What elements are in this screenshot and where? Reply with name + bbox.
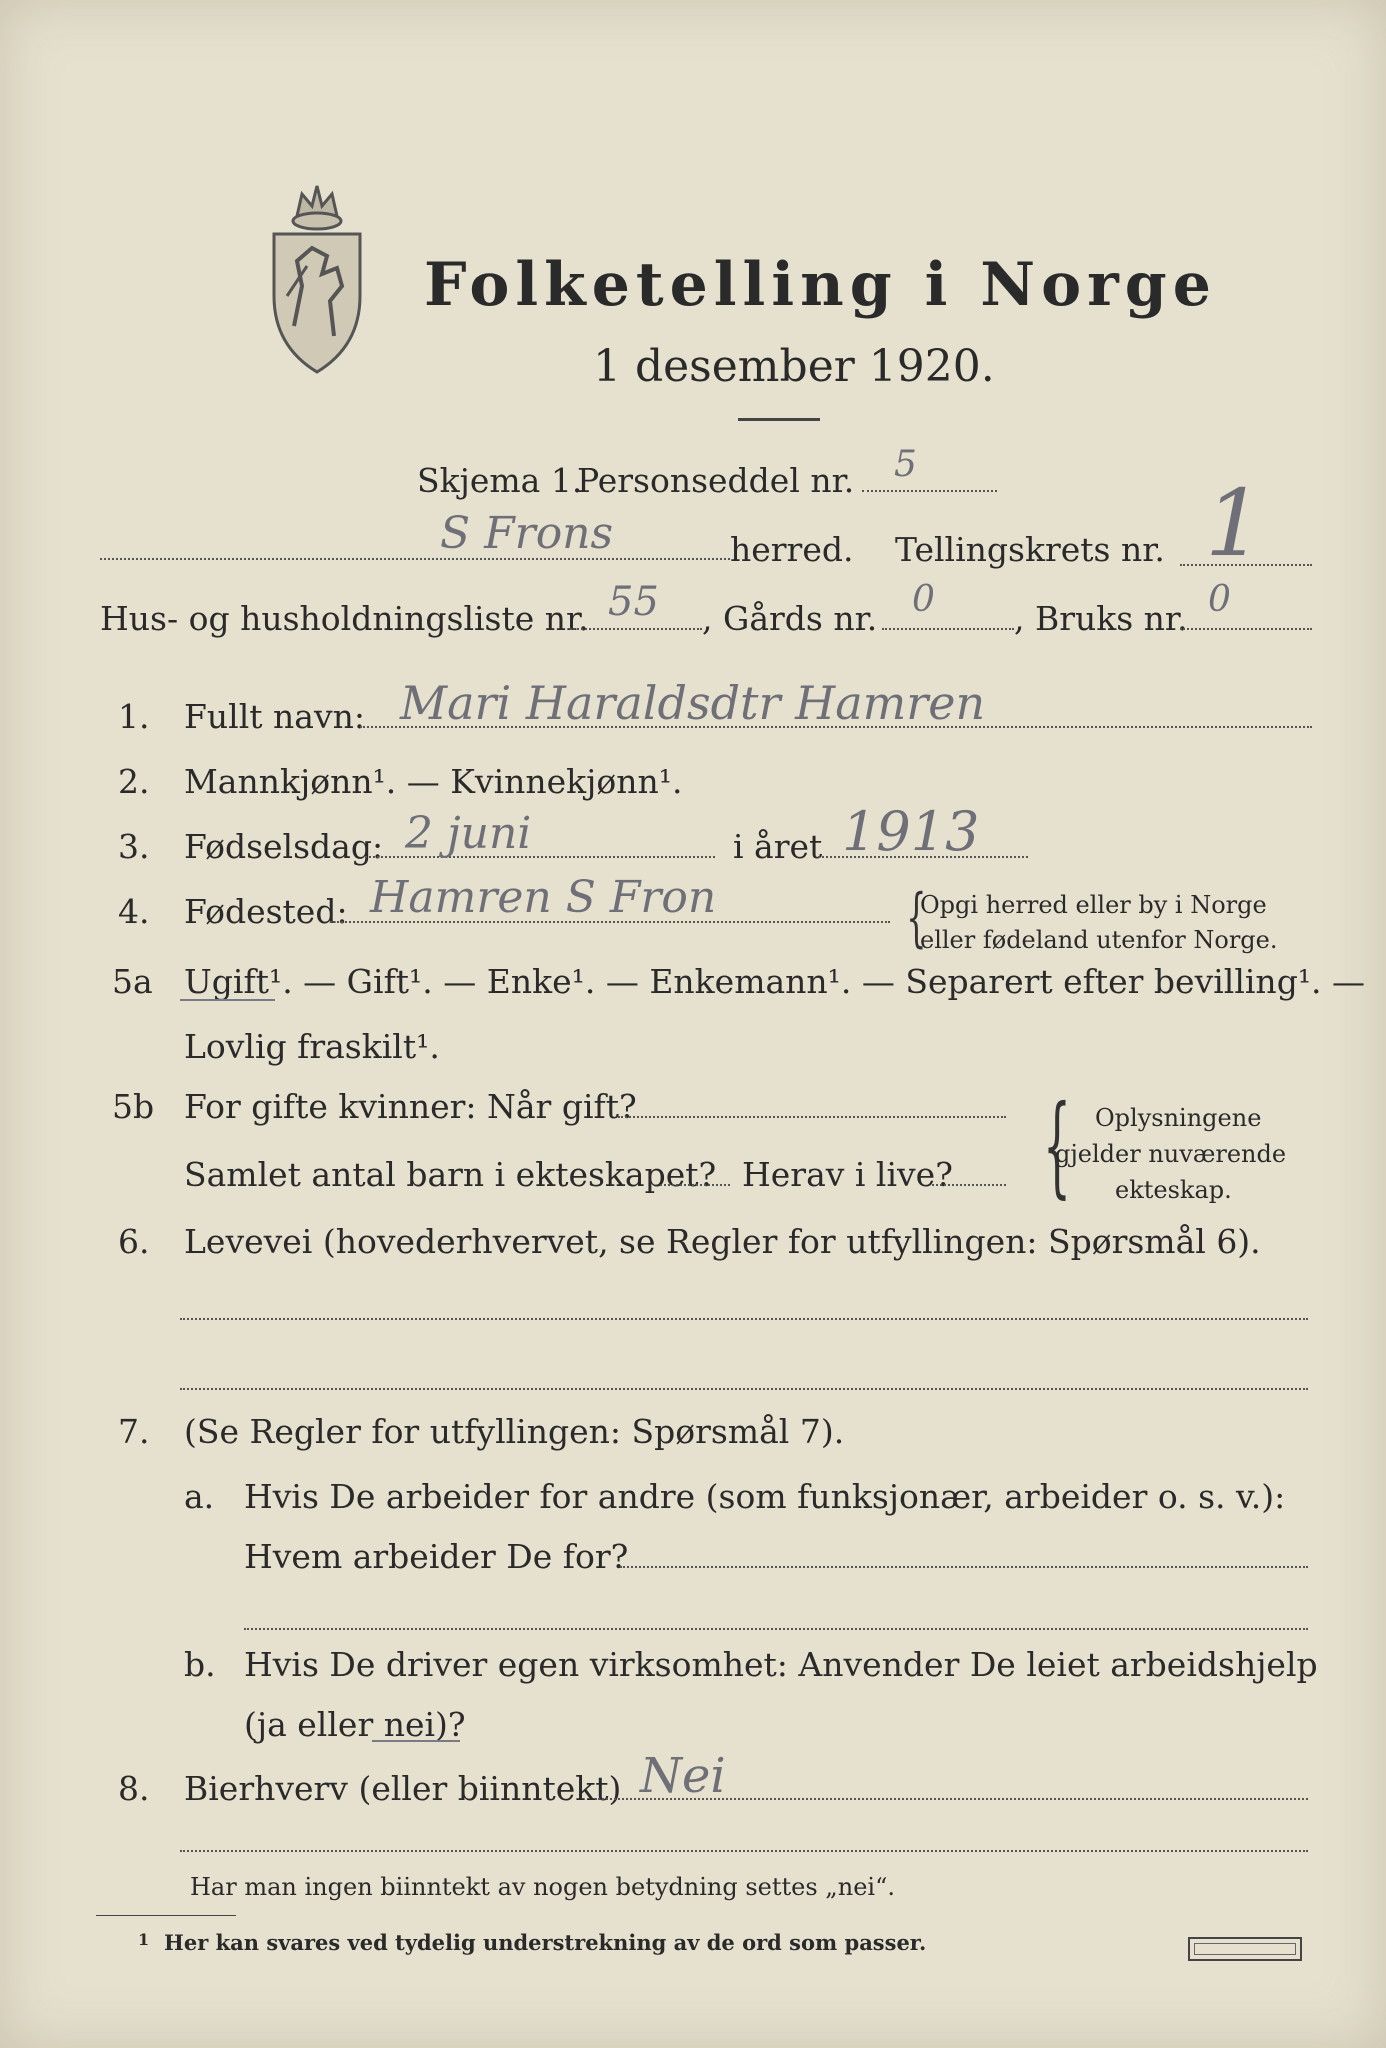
q8-note: Har man ingen biinntekt av nogen betydning settes „nei“. xyxy=(190,1873,895,1901)
footnote-divider xyxy=(96,1915,236,1916)
herred-value: S Frons xyxy=(440,508,614,559)
bruks-value: 0 xyxy=(1208,579,1231,620)
q1-number: 1. xyxy=(118,697,150,736)
gards-value: 0 xyxy=(912,579,935,620)
q3-label: Fødselsdag: xyxy=(184,827,384,866)
q5a-line1: Ugift¹. — Gift¹. — Enke¹. — Enkemann¹. — Separert efter bevilling¹. — xyxy=(184,962,1366,1001)
birthplace-value: Hamren S Fron xyxy=(370,872,717,923)
form-date: 1 desember 1920. xyxy=(593,341,995,392)
q5b-line1: For gifte kvinner: Når gift? xyxy=(184,1087,637,1126)
husliste-field[interactable] xyxy=(570,628,702,630)
q3-number: 3. xyxy=(118,827,150,866)
husliste-label: Hus- og husholdningsliste nr. xyxy=(100,599,589,638)
herred-label: herred. xyxy=(730,530,854,569)
herred-field[interactable] xyxy=(100,558,730,560)
q2-number: 2. xyxy=(118,762,150,801)
side-income-field-2[interactable] xyxy=(180,1850,1308,1852)
q5b-line2a: Samlet antal barn i ekteskapet? xyxy=(184,1155,717,1194)
gards-field[interactable] xyxy=(882,628,1014,630)
q5b-note-1: Oplysningene xyxy=(1095,1104,1262,1132)
q7b-line1: Hvis De driver egen virksomhet: Anvender De leiet arbeidshjelp xyxy=(244,1645,1318,1684)
tellingskrets-label: Tellingskrets nr. xyxy=(895,530,1165,569)
footnote-text: Her kan svares ved tydelig understrekning av de ord som passer. xyxy=(164,1930,927,1955)
coat-of-arms-icon xyxy=(262,176,372,376)
ugift-underline xyxy=(180,999,275,1001)
q4-note-1: Opgi herred eller by i Norge xyxy=(920,891,1267,919)
employer-field-2[interactable] xyxy=(244,1628,1308,1630)
tellingskrets-value: 1 xyxy=(1205,470,1264,577)
q6-label: Levevei (hovederhvervet, se Regler for utfyllingen: Spørsmål 6). xyxy=(184,1222,1261,1261)
employer-field[interactable] xyxy=(620,1566,1308,1568)
personseddel-value: 5 xyxy=(894,444,917,485)
q7a-line2: Hvem arbeider De for? xyxy=(244,1537,629,1576)
q1-label: Fullt navn: xyxy=(184,697,365,736)
q7b-line2: (ja eller nei)? xyxy=(244,1705,466,1744)
printer-stamp xyxy=(1188,1937,1302,1961)
q4-number: 4. xyxy=(118,892,150,931)
birth-year-value: 1913 xyxy=(842,800,980,863)
q4-brace: { xyxy=(906,881,927,955)
q5b-line2b: Herav i live? xyxy=(742,1155,953,1194)
q7-label: (Se Regler for utfyllingen: Spørsmål 7). xyxy=(184,1412,845,1451)
q2-label: Mannkjønn¹. — Kvinnekjønn¹. xyxy=(184,762,683,801)
q7a-letter: a. xyxy=(184,1477,215,1516)
children-alive-field[interactable] xyxy=(932,1184,1006,1186)
q8-number: 8. xyxy=(118,1769,150,1808)
occupation-field-1[interactable] xyxy=(180,1318,1308,1320)
q5b-note-3: ekteskap. xyxy=(1115,1176,1232,1204)
married-when-field[interactable] xyxy=(618,1116,1006,1118)
q5b-brace: { xyxy=(1043,1081,1071,1209)
q7b-letter: b. xyxy=(184,1645,216,1684)
q5a-line2: Lovlig fraskilt¹. xyxy=(184,1027,440,1066)
form-title: Folketelling i Norge xyxy=(424,250,1217,320)
q4-label: Fødested: xyxy=(184,892,348,931)
q8-label: Bierhverv (eller biinntekt) xyxy=(184,1769,622,1808)
footnote-mark: 1 xyxy=(138,1930,150,1949)
husliste-value: 55 xyxy=(608,579,659,625)
occupation-field-2[interactable] xyxy=(180,1388,1308,1390)
q4-note-2: eller fødeland utenfor Norge. xyxy=(920,926,1278,954)
q5b-number: 5b xyxy=(112,1087,155,1126)
q5a-number: 5a xyxy=(112,962,153,1001)
bruks-field[interactable] xyxy=(1180,628,1312,630)
birthday-value: 2 juni xyxy=(405,808,532,859)
title-divider xyxy=(738,418,820,421)
side-income-value: Nei xyxy=(640,1748,726,1804)
personseddel-label: Personseddel nr. xyxy=(577,461,855,500)
full-name-value: Mari Haraldsdtr Hamren xyxy=(400,676,986,730)
skjema-label: Skjema 1. xyxy=(417,461,583,500)
q6-number: 6. xyxy=(118,1222,150,1261)
children-count-field[interactable] xyxy=(660,1184,730,1186)
q7a-line1: Hvis De arbeider for andre (som funksjonær, arbeider o. s. v.): xyxy=(244,1477,1286,1516)
q7-number: 7. xyxy=(118,1412,150,1451)
personseddel-field[interactable] xyxy=(862,490,997,492)
q3-year-label: i året xyxy=(733,827,823,866)
bruks-label: , Bruks nr. xyxy=(1014,599,1188,638)
nei-underline xyxy=(372,1740,460,1742)
gards-label: , Gårds nr. xyxy=(702,599,878,638)
q5b-note-2: gjelder nuværende xyxy=(1055,1140,1287,1168)
